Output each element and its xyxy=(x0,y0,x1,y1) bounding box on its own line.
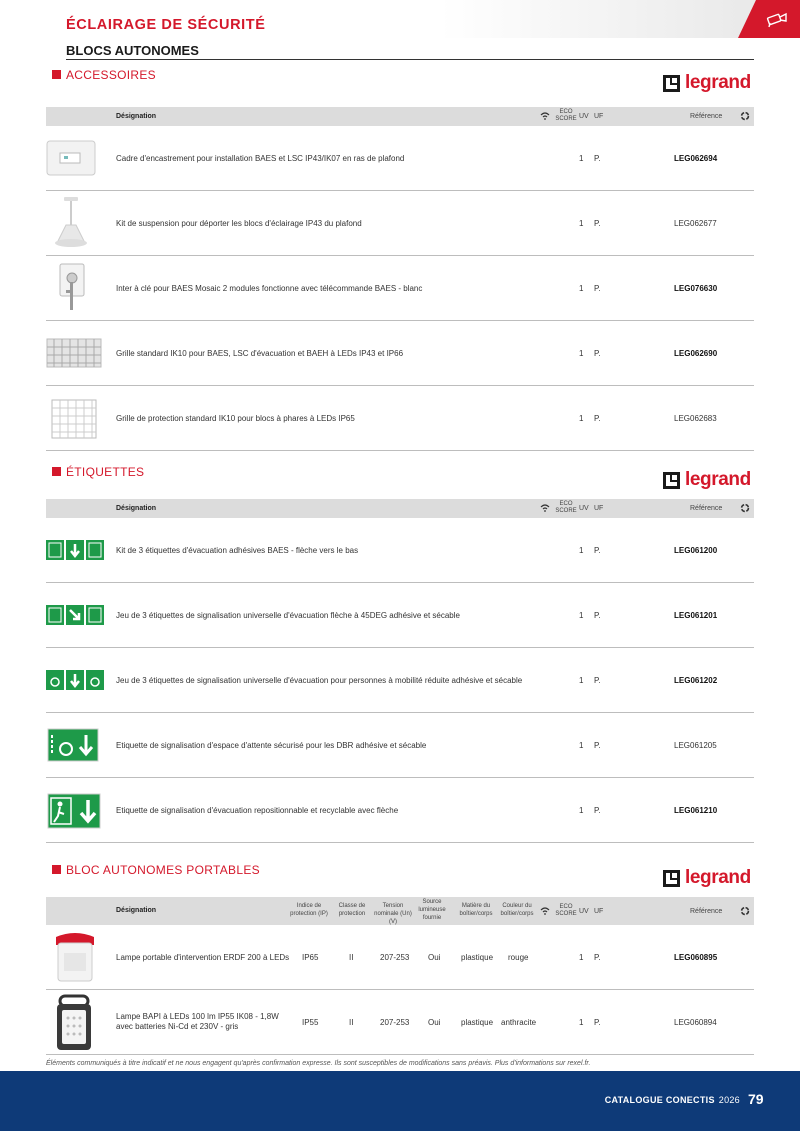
legrand-logo: legrand xyxy=(663,469,751,491)
page-number: 79 xyxy=(748,1091,764,1107)
recycle-icon xyxy=(740,111,750,123)
table-header: Désignation ECO SCORE UV UF Référence xyxy=(46,499,754,518)
product-image-etiquette-evacuation xyxy=(46,792,102,832)
table-row: Lampe portable d'intervention ERDF 200 à LEDs IP65 II 207-253 Oui plastique rouge 1 P. LEG060895 xyxy=(46,925,754,990)
product-image-cadre xyxy=(46,140,96,178)
legrand-logo: legrand xyxy=(663,867,751,889)
table-row: Inter à clé pour BAES Mosaic 2 modules fonctionne avec télécommande BAES - blanc 1 P. LEG076630 xyxy=(46,256,754,321)
section-title-accessoires: ACCESSOIRES xyxy=(52,68,156,82)
table-row: Lampe BAPI à LEDs 100 lm IP55 IK08 - 1,8W avec batteries Ni-Cd et 230V - gris IP55 II 207-253 Oui plastique anthracite 1 P. LEG060894 xyxy=(46,990,754,1055)
section-title-etiquettes: ÉTIQUETTES xyxy=(52,465,144,479)
product-image-etiquettes-pmr xyxy=(46,670,104,692)
footer-bar xyxy=(0,1071,800,1131)
disclaimer: Éléments communiqués à titre indicatif et ne nous engagent qu'après confirmation expresse. Ils sont susceptibles de modifications sans préavis. Plus d'informations sur rexel.fr. xyxy=(46,1060,591,1067)
product-image-lampe-bapi xyxy=(54,994,94,1054)
product-image-etiquette-attente xyxy=(46,727,100,765)
table-row: Grille standard IK10 pour BAES, LSC d'évacuation et BAEH à LEDs IP43 et IP66 1 P. LEG062690 xyxy=(46,321,754,386)
product-image-inter-cle xyxy=(46,260,96,318)
page-subtitle: BLOCS AUTONOMES xyxy=(66,43,199,58)
table-row: Kit de 3 étiquettes d'évacuation adhésives BAES - flèche vers le bas 1 P. LEG061200 xyxy=(46,518,754,583)
table-row: Jeu de 3 étiquettes de signalisation universelle d'évacuation pour personnes à mobilité réduite adhésive et sécable 1 P. LEG061202 xyxy=(46,648,754,713)
product-image-suspension xyxy=(46,195,96,253)
section-title-portables: BLOC AUTONOMES PORTABLES xyxy=(52,863,260,877)
product-image-grille xyxy=(46,335,102,373)
wifi-icon xyxy=(540,504,550,514)
recycle-icon xyxy=(740,503,750,515)
table-row: Cadre d'encastrement pour installation BAES et LSC IP43/IK07 en ras de plafond 1 P. LEG062694 xyxy=(46,126,754,191)
page-title: ÉCLAIRAGE DE SÉCURITÉ xyxy=(66,17,266,33)
legrand-logo: legrand xyxy=(663,72,751,94)
camera-icon xyxy=(766,10,788,28)
footer-catalogue: CATALOGUE CONECTIS 2026 xyxy=(604,1095,740,1105)
product-image-etiquettes-45 xyxy=(46,605,104,627)
wifi-icon xyxy=(540,112,550,122)
table-row: Etiquette de signalisation d'évacuation repositionnable et recyclable avec flèche 1 P. LEG061210 xyxy=(46,778,754,843)
table-header: Désignation Indice de protection (IP) Classe de protection Tension nominale (Un) (V) Source lumineuse fournie Matière du boîtier/corps Couleur du boîtier/corps ECO SCORE UV UF Référence xyxy=(46,897,754,925)
table-header: Désignation ECO SCORE UV UF Référence xyxy=(46,107,754,126)
table-row: Jeu de 3 étiquettes de signalisation universelle d'évacuation flèche à 45DEG adhésive et sécable 1 P. LEG061201 xyxy=(46,583,754,648)
product-image-lampe-erdf xyxy=(50,931,100,987)
wifi-icon xyxy=(540,907,550,917)
product-image-etiquettes-bas xyxy=(46,540,104,562)
table-row: Kit de suspension pour déporter les blocs d'éclairage IP43 du plafond 1 P. LEG062677 xyxy=(46,191,754,256)
table-row: Etiquette de signalisation d'espace d'attente sécurisé pour les DBR adhésive et sécable 1 P. LEG061205 xyxy=(46,713,754,778)
table-row: Grille de protection standard IK10 pour blocs à phares à LEDs IP65 1 P. LEG062683 xyxy=(46,386,754,451)
subtitle-divider xyxy=(66,59,754,60)
product-image-grille-phares xyxy=(46,396,102,444)
recycle-icon xyxy=(740,906,750,918)
